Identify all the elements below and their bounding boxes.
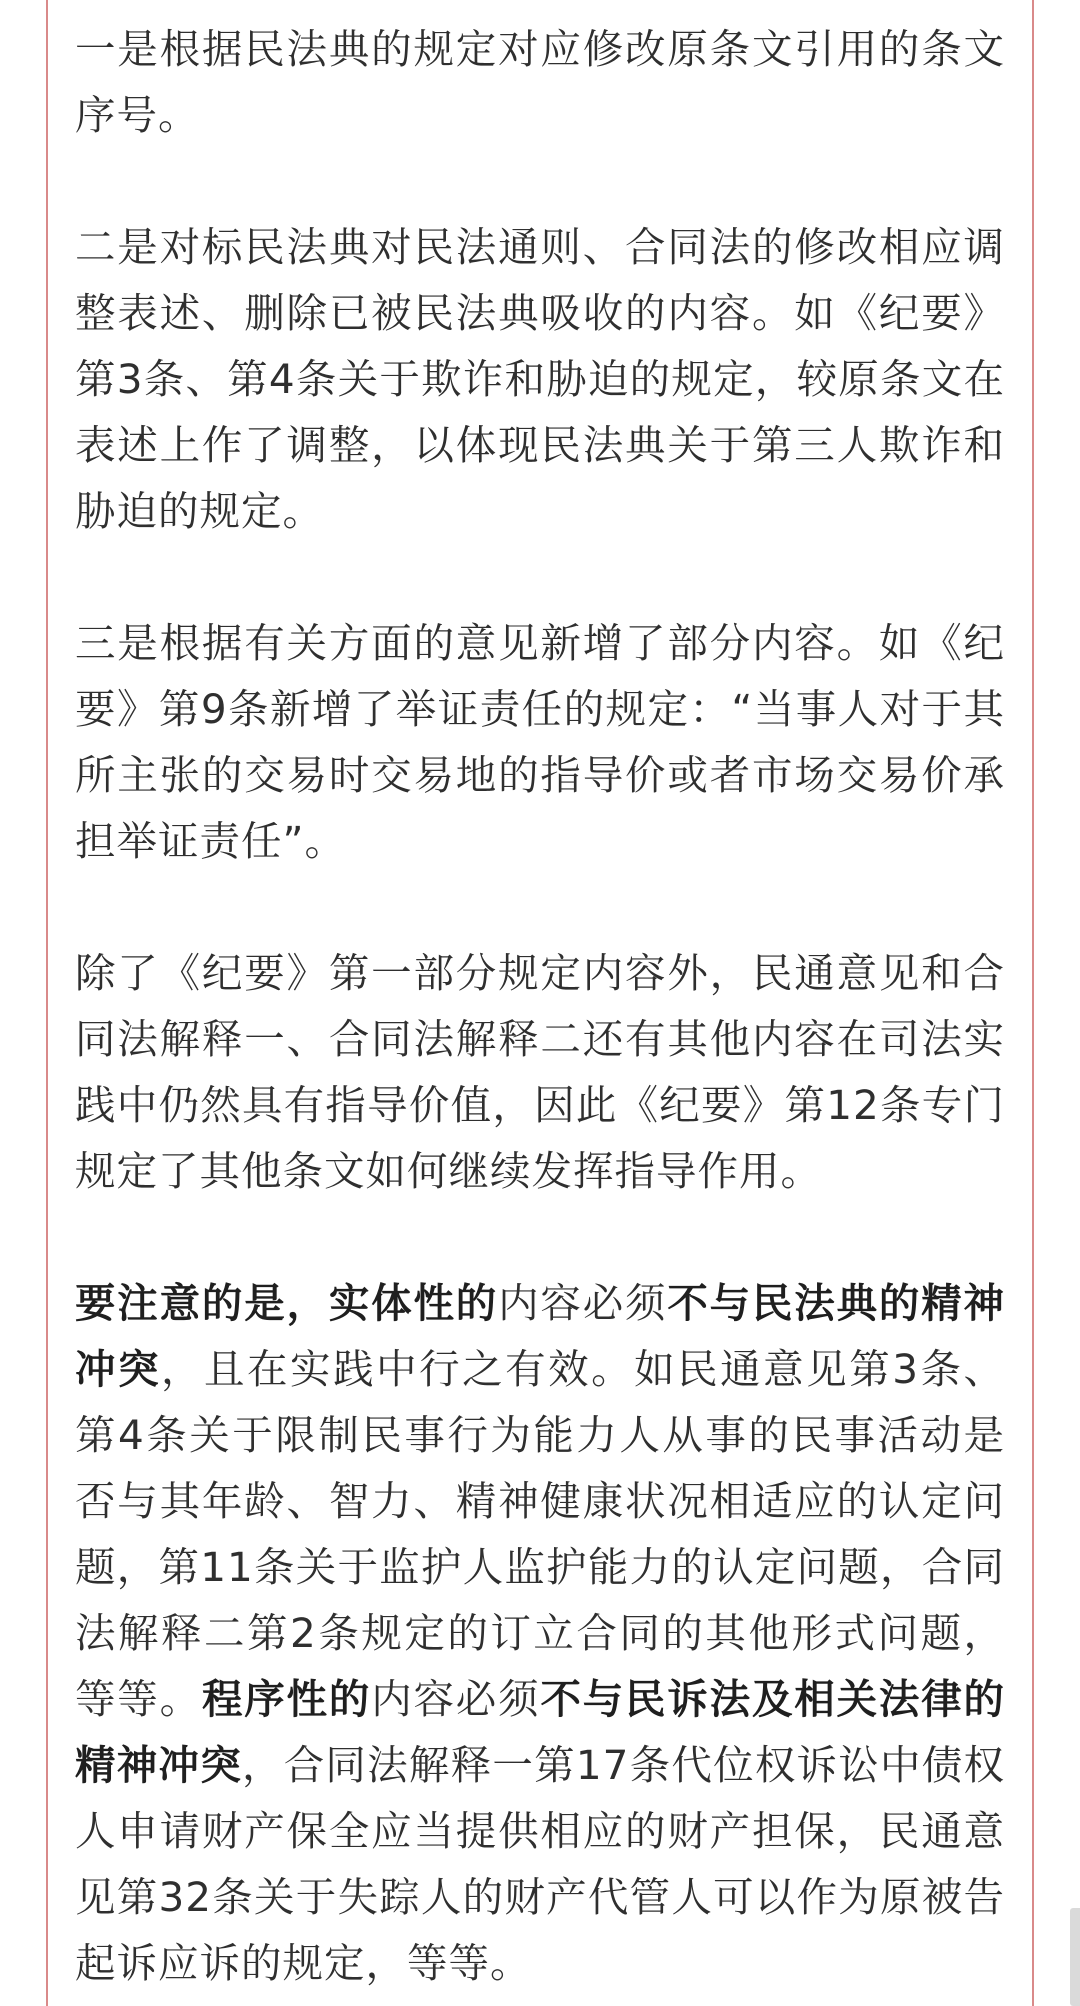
paragraph-4: [75, 940, 1005, 1204]
paragraph-5: [75, 1270, 1005, 1996]
text-segment: ，合同法解释一第17条代位权诉讼中债权人申请财产保全应当提供相应的财产担保，民通意见第32条关于失踪人的财产代管人可以作为原被告起诉应诉的规定，等等。: [75, 1741, 1005, 1987]
paragraph-2: [75, 214, 1005, 544]
paragraph-3: [75, 610, 1005, 874]
bold-text: 实体性的: [328, 1279, 499, 1327]
bold-text: 不与民法典的精神冲突: [75, 1279, 1006, 1393]
text-segment: 内容必须: [498, 1279, 668, 1327]
text-segment: 一是根据民法典的规定对应修改原条文引用的条文序号。: [75, 25, 1005, 139]
bold-text: 要注意的是，: [75, 1279, 329, 1327]
text-segment: ，且在实践中行之有效。如民通意见第3条、第4条关于限制民事行为能力人从事的民事活动是否与其年龄、智力、精神健康状况相适应的认定问题，第11条关于监护人监护能力的认定问题，合同法解释二第2条规定的订立合同的其他形式问题，等等。: [75, 1345, 1005, 1723]
paragraph-1: [75, 16, 1005, 148]
text-segment: 三是根据有关方面的意见新增了部分内容。如《纪要》第9条新增了举证责任的规定：“当事人对于其所主张的交易时交易地的指导价或者市场交易价承担举证责任”。: [75, 619, 1005, 865]
text-segment: 二是对标民法典对民法通则、合同法的修改相应调整表述、删除已被民法典吸收的内容。如《纪要》第3条、第4条关于欺诈和胁迫的规定，较原条文在表述上作了调整，以体现民法典关于第三人欺诈和胁迫的规定。: [75, 223, 1005, 535]
article-body: [75, 16, 1005, 1996]
scrollbar-thumb[interactable]: [1070, 1908, 1080, 2006]
text-segment: 除了《纪要》第一部分规定内容外，民通意见和合同法解释一、合同法解释二还有其他内容在司法实践中仍然具有指导价值，因此《纪要》第12条专门规定了其他条文如何继续发挥指导作用。: [75, 949, 1005, 1195]
bold-text: 程序性的: [201, 1675, 372, 1723]
text-segment: 内容必须: [371, 1675, 541, 1723]
bold-text: 不与民诉法及相关法律的精神冲突: [75, 1675, 1006, 1789]
